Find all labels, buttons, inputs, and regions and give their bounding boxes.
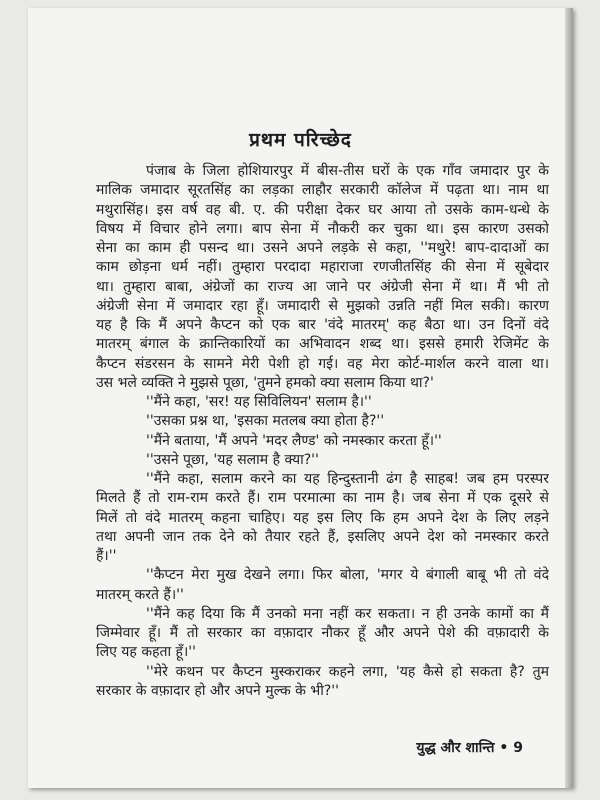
- text-line: विषय में विचार होने लगा। बाप सेना में नौकरी कर चुका था। इस कारण उसको: [96, 220, 549, 237]
- text-line: मातरम् बंगाल के क्रान्तिकारियों का अभिवादन शब्द था। इससे हमारी रेजिमेंट के: [96, 336, 549, 353]
- book-page: [28, 8, 573, 788]
- text-line: उस भले व्यक्ति ने मुझसे पूछा, 'तुमने हमको क्या सलाम किया था?': [96, 374, 434, 391]
- text-line: सरकार के वफ़ादार हो और अपने मुल्क के भी?'': [96, 682, 339, 699]
- paragraph: [96, 162, 549, 393]
- text-line: ''उसने पूछा, 'यह सलाम है क्या?'': [146, 451, 319, 468]
- text-line: ''कैप्टन मेरा मुख देखने लगा। फिर बोला, 'मगर ये बंगाली बाबू भी तो वंदे: [146, 567, 549, 584]
- text-line: हैं।'': [96, 548, 117, 564]
- text-line: मिलें तो वंदे मातरम् कहना चाहिए। यह इस लिए कि हम अपने देश के लिए लड़ने: [96, 509, 549, 526]
- paragraph: [96, 432, 549, 451]
- text-line: पंजाब के जिला होशियारपुर में बीस-तीस घरों के एक गाँव जमादार पुर के: [146, 163, 549, 179]
- text-line: सेना का काम ही पसन्द था। उसने अपने लड़के से कहा, ''मथुरे! बाप-दादाओं का: [96, 240, 549, 256]
- text-line: मातरम् करते हैं।'': [96, 586, 184, 603]
- text-line: ''मैंने कह दिया कि मैं उनको मना नहीं कर सकता। न ही उनके कामों का मैं: [146, 605, 549, 622]
- page-edge-shadow: [565, 8, 573, 788]
- text-line: ''मैंने कहा, सलाम करने का यह हिन्दुस्तानी ढंग है साहब! जब हम परस्पर: [146, 471, 549, 487]
- page-footer: [416, 738, 523, 757]
- text-line: मिलते हैं तो राम-राम करते हैं। राम परमात्मा का नाम है। जब सेना में एक दूसरे से: [96, 490, 549, 507]
- text-line: ''मैंने बताया, 'मैं अपने 'मदर लैण्ड' को नमस्कार करता हूँ।'': [146, 432, 442, 449]
- running-title: युद्ध और शान्ति: [416, 740, 495, 756]
- chapter-title: प्रथम परिच्छेद: [249, 129, 352, 151]
- page-number: 9: [513, 740, 523, 756]
- text-line: यह है कि मैं अपने कैप्टन को एक बार 'वंदे मातरम्' कह बैठा था। उन दिनों वंदे: [96, 317, 549, 333]
- paragraph: [96, 470, 549, 566]
- text-line: अंग्रेजी सेना में जमादार रहा हूँ। जमादारी से मुझको उन्नति नहीं मिल सकी। कारण: [96, 297, 549, 314]
- text-line: जिम्मेवार हूँ। मैं तो सरकार का वफ़ादार नौकर हूँ और अपने पेशे की वफ़ादारी के: [96, 625, 549, 641]
- paragraph: [96, 663, 549, 702]
- text-line: मालिक जमादार सूरतसिंह का लड़का लाहौर सरकारी कॉलेज में पढ़ता था। नाम था: [96, 182, 549, 199]
- paragraph: [96, 412, 549, 431]
- paragraph: [96, 566, 549, 605]
- footer-separator: •: [499, 740, 509, 756]
- text-line: काम छोड़ना धर्म नहीं। तुम्हारा परदादा महाराजा रणजीतसिंह की सेना में सूबेदार: [96, 259, 549, 276]
- paragraph: [96, 605, 549, 663]
- text-line: ''उसका प्रश्न था, 'इसका मतलब क्या होता है?'': [146, 413, 385, 430]
- paragraph: [96, 451, 549, 470]
- text-line: कैप्टन संडरसन के सामने मेरी पेशी हो गई। वह मेरा कोर्ट-मार्शल करने वाला था।: [96, 355, 549, 372]
- text-line: ''मेरे कथन पर कैप्टन मुस्कराकर कहने लगा, 'यह कैसे हो सकता है? तुम: [146, 663, 549, 680]
- paragraph: [96, 393, 549, 412]
- text-line: मथुरासिंह। इस वर्ष वह बी. ए. की परीक्षा देकर घर आया तो उसके काम-धन्धे के: [96, 201, 549, 218]
- text-line: तथा अपनी जान तक देने को तैयार रहते हैं, इसलिए अपने देश को नमस्कार करते: [96, 528, 549, 545]
- text-line: था। तुम्हारा बाबा, अंग्रेजों का राज्य आ जाने पर अंग्रेजी सेना में था। मैं भी तो: [96, 278, 549, 295]
- body-text: [96, 162, 549, 701]
- text-line: ''मैंने कहा, 'सर! यह सिविलियन' सलाम है।'': [146, 394, 372, 410]
- text-line: लिए यह कहता हूँ।'': [96, 644, 196, 661]
